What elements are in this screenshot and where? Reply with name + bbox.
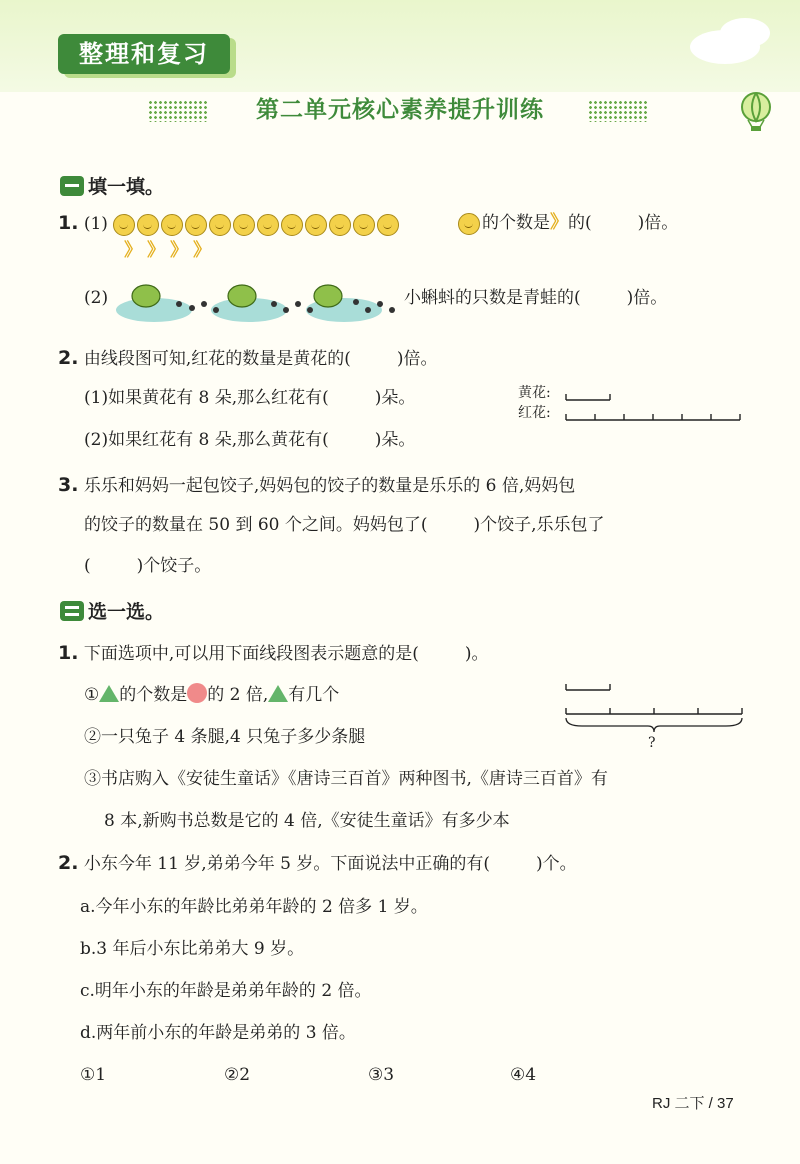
chevron-icon: 》: [124, 240, 133, 261]
text: )个。: [535, 854, 577, 874]
smiley-icon: [137, 214, 159, 236]
segment-diagram-flowers: [564, 388, 744, 424]
red-segment: [566, 414, 740, 420]
title-dots-left: [148, 100, 208, 122]
smiley-icon: [377, 214, 399, 236]
text: 小蝌蚪的只数是青蛙的(: [404, 288, 581, 308]
choice-2[interactable]: ②2: [224, 1065, 251, 1085]
triangle-icon: [268, 685, 288, 702]
smiley-icon: [458, 213, 480, 235]
question-number: 1.: [58, 212, 79, 234]
section-badge: 整理和复习: [58, 34, 230, 74]
circle-icon: [187, 683, 207, 703]
text: )朵。: [374, 430, 416, 450]
smiley-row: [113, 214, 401, 234]
question-line: [404, 285, 667, 311]
chevron-icon: 》: [170, 240, 179, 261]
question-line: [458, 210, 678, 236]
smiley-icon: [233, 214, 255, 236]
section-title: 填一填。: [88, 176, 165, 198]
text: )个饺子,乐乐包了: [473, 515, 605, 535]
bottom-segment: [566, 708, 742, 714]
question-line: [58, 640, 489, 667]
cloud-decoration: [720, 18, 770, 48]
section-heading: [60, 597, 164, 624]
smiley-icon: [329, 214, 351, 236]
smiley-icon: [353, 214, 375, 236]
option-line: ③书店购入《安徒生童话》《唐诗三百首》两种图书,《唐诗三百首》有: [84, 769, 608, 789]
option-line: [84, 682, 339, 708]
triangle-icon: [99, 685, 119, 702]
top-segment: [566, 684, 610, 690]
text: 小东今年 11 岁,弟弟今年 5 岁。下面说法中正确的有(: [83, 854, 490, 874]
statement-c: c.明年小东的年龄是弟弟年龄的 2 倍。: [80, 981, 372, 1001]
choice-1[interactable]: ①1: [80, 1065, 107, 1085]
text: 下面选项中,可以用下面线段图表示题意的是(: [83, 644, 419, 664]
text: )倍。: [637, 213, 679, 233]
text: )朵。: [374, 388, 416, 408]
text: 由线段图可知,红花的数量是黄花的(: [83, 349, 351, 369]
text: 的 2 倍,: [207, 685, 269, 705]
text: (1)如果黄花有 8 朵,那么红花有(: [84, 388, 329, 408]
chevron-row: [124, 238, 225, 264]
smiley-icon: [209, 214, 231, 236]
smiley-icon: [161, 214, 183, 236]
section-number-mark: [60, 601, 84, 621]
text: )。: [464, 644, 489, 664]
smiley-icon: [185, 214, 207, 236]
frog-tadpole-illustration: [114, 274, 404, 326]
smiley-icon: [257, 214, 279, 236]
question-line: [58, 210, 401, 237]
text: (2)如果红花有 8 朵,那么黄花有(: [84, 430, 329, 450]
hot-air-balloon-icon: [738, 92, 774, 132]
question-line: [84, 385, 415, 411]
chevron-icon: 》: [193, 240, 211, 261]
title-dots-right: [588, 100, 648, 122]
question-line: [58, 850, 577, 877]
smiley-icon: [305, 214, 327, 236]
statement-b: b.3 年后小东比弟弟大 9 岁。: [80, 939, 305, 959]
text: 乐乐和妈妈一起包饺子,妈妈包的饺子的数量是乐乐的 6 倍,妈妈包: [83, 476, 576, 496]
question-number: 2.: [58, 347, 79, 369]
sub-label: (1): [83, 214, 108, 234]
option-line: 8 本,新购书总数是它的 4 倍,《安徒生童话》有多少本: [104, 811, 510, 831]
question-line: [84, 512, 605, 538]
section-title: 选一选。: [88, 601, 165, 623]
question-line: [58, 472, 575, 499]
diagram-label-red: 红花:: [518, 405, 551, 421]
section-number-mark: [60, 176, 84, 196]
text: (: [84, 556, 91, 576]
question-line: [58, 345, 438, 372]
text: 有几个: [288, 685, 340, 705]
question-number: 1.: [58, 642, 79, 664]
text: ①: [84, 685, 100, 705]
unit-title: 第二单元核心素养提升训练: [256, 97, 544, 123]
question-line: [84, 427, 415, 453]
diagram-question-mark: ?: [648, 735, 656, 751]
question-line: [84, 553, 211, 579]
diagram-label-yellow: 黄花:: [518, 385, 551, 401]
text: 的个数是: [482, 213, 550, 233]
page-number: RJ 二下 / 37: [652, 1095, 734, 1112]
choice-3[interactable]: ③3: [368, 1065, 395, 1085]
choice-4[interactable]: ④4: [510, 1065, 537, 1085]
yellow-segment: [566, 394, 610, 400]
chevron-icon: 》: [147, 240, 156, 261]
statement-a: a.今年小东的年龄比弟弟年龄的 2 倍多 1 岁。: [80, 897, 428, 917]
option-line: ②一只兔子 4 条腿,4 只兔子多少条腿: [84, 727, 366, 747]
statement-d: d.两年前小东的年龄是弟弟的 3 倍。: [80, 1023, 356, 1043]
smiley-icon: [113, 214, 135, 236]
text: )倍。: [626, 288, 668, 308]
text: 的饺子的数量在 50 到 60 个之间。妈妈包了(: [84, 515, 428, 535]
chevron-icon: 》: [550, 212, 568, 233]
sub-label: (2): [84, 288, 109, 308]
question-number: 3.: [58, 474, 79, 496]
text: )个饺子。: [136, 556, 212, 576]
text: )倍。: [396, 349, 438, 369]
question-line: [84, 285, 108, 311]
text: 的个数是: [119, 685, 188, 705]
question-number: 2.: [58, 852, 79, 874]
text: 的(: [568, 213, 592, 233]
section-heading: [60, 172, 164, 199]
smiley-icon: [281, 214, 303, 236]
